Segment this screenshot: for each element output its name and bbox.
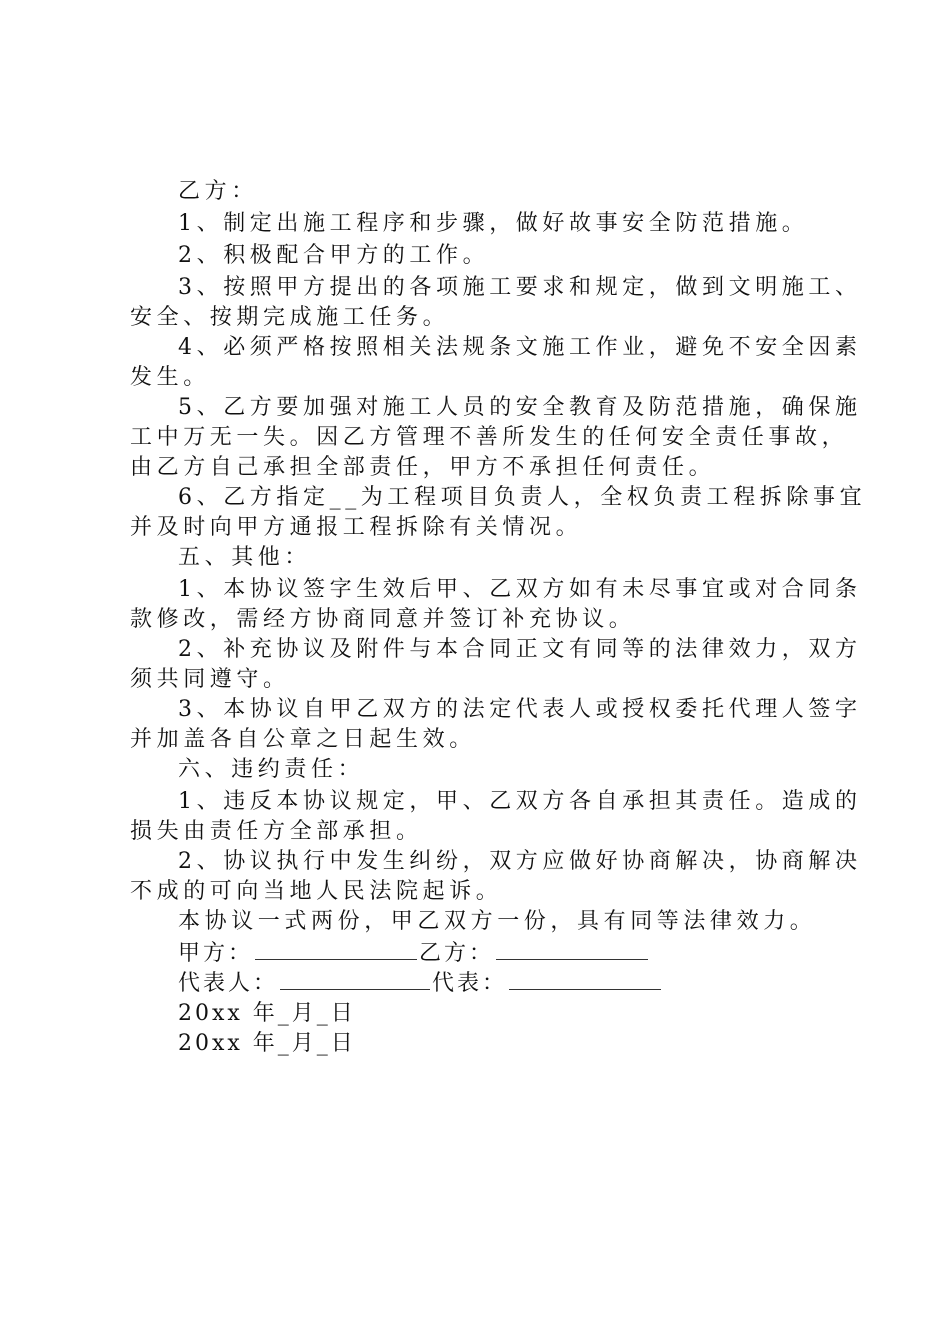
representative-b-blank [509, 969, 661, 990]
paragraph-line: 工中万无一失。因乙方管理不善所发生的任何安全责任事故， [130, 425, 849, 450]
paragraph-line: 损失由责任方全部承担。 [130, 819, 423, 844]
paragraph-line: 3、本协议自甲乙双方的法定代表人或授权委托代理人签字 [178, 697, 862, 722]
representative-a-label: 代表人： [178, 971, 279, 996]
paragraph-line: 6、乙方指定__为工程项目负责人，全权负责工程拆除事宜 [178, 485, 867, 510]
paragraph-line: 安全、按期完成施工任务。 [130, 305, 450, 330]
paragraph-line: 不成的可向当地人民法院起诉。 [130, 879, 503, 904]
signature-row-parties [178, 938, 883, 970]
paragraph-line: 并加盖各自公章之日起生效。 [130, 727, 476, 752]
party-b-blank [496, 939, 648, 960]
closing-statement: 本协议一式两份，甲乙双方一份，具有同等法律效力。 [178, 909, 817, 934]
party-a-blank [255, 939, 417, 960]
paragraph-line: 款修改，需经方协商同意并签订补充协议。 [130, 607, 636, 632]
paragraph-line: 2、协议执行中发生纠纷，双方应做好协商解决，协商解决 [178, 849, 862, 874]
representative-b-label: 代表： [432, 971, 508, 996]
paragraph-line: 1、本协议签字生效后甲、乙双方如有未尽事宜或对合同条 [178, 577, 862, 602]
paragraph-line: 2、积极配合甲方的工作。 [178, 243, 490, 268]
section-heading-breach: 六、违约责任： [178, 757, 365, 782]
paragraph-line: 1、制定出施工程序和步骤，做好故事安全防范措施。 [178, 211, 809, 236]
paragraph-line: 3、按照甲方提出的各项施工要求和规定，做到文明施工、 [178, 275, 862, 300]
paragraph-line: 由乙方自己承担全部责任，甲方不承担任何责任。 [130, 455, 716, 480]
section-heading-party-b: 乙方： [178, 179, 258, 204]
signature-date-1: 20xx 年_月_日 [178, 1001, 356, 1026]
signature-date-2: 20xx 年_月_日 [178, 1031, 356, 1056]
paragraph-line: 5、乙方要加强对施工人员的安全教育及防范措施，确保施 [178, 395, 862, 420]
signature-row-representatives [178, 968, 883, 1000]
section-heading-other: 五、其他： [178, 545, 312, 570]
paragraph-line: 1、违反本协议规定，甲、乙双方各自承担其责任。造成的 [178, 789, 862, 814]
paragraph-line: 4、必须严格按照相关法规条文施工作业，避免不安全因素 [178, 335, 862, 360]
paragraph-line: 2、补充协议及附件与本合同正文有同等的法律效力，双方 [178, 637, 862, 662]
party-a-label: 甲方： [178, 941, 254, 966]
representative-a-blank [280, 969, 430, 990]
paragraph-line: 并及时向甲方通报工程拆除有关情况。 [130, 515, 583, 540]
party-b-label: 乙方： [419, 941, 495, 966]
paragraph-line: 发生。 [130, 365, 210, 390]
paragraph-line: 须共同遵守。 [130, 667, 290, 692]
